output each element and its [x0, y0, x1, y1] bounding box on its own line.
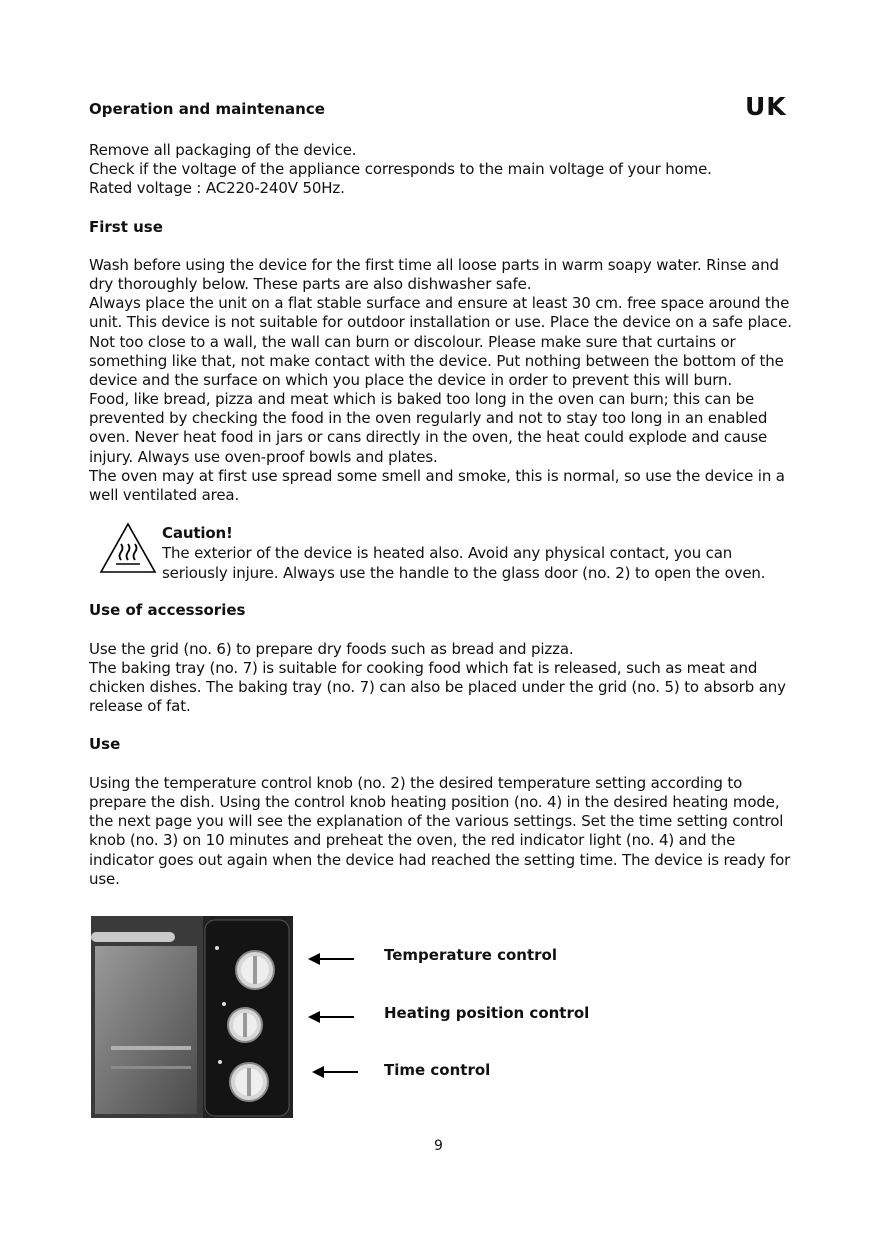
text-line: Always place the unit on a flat stable surface and ensure at least 30 cm. free space around the [89, 294, 790, 313]
first-use-heading: First use [89, 218, 163, 236]
left-arrow-icon [312, 1065, 360, 1079]
text-line: knob (no. 3) on 10 minutes and preheat the oven, the red indicator light (no. 4) and the [89, 831, 736, 850]
text-line: Rated voltage : AC220-240V 50Hz. [89, 179, 345, 198]
text-line: dry thoroughly below. These parts are also dishwasher safe. [89, 275, 532, 294]
first-use-paragraph [89, 256, 801, 505]
heating-position-control-label: Heating position control [384, 1004, 590, 1022]
text-line: indicator goes out again when the device had reached the setting time. The device is ready for [89, 850, 791, 869]
section-title: Operation and maintenance [89, 100, 325, 118]
text-line: injury. Always use oven-proof bowls and plates. [89, 447, 438, 466]
time-control-label: Time control [384, 1061, 491, 1079]
left-arrow-icon [308, 1010, 356, 1024]
text-line: Wash before using the device for the first time all loose parts in warm soapy water. Rinse and [89, 256, 779, 274]
left-arrow-icon [308, 952, 356, 966]
text-line: Using the temperature control knob (no. 2) the desired temperature setting according to [89, 774, 743, 792]
text-line: The exterior of the device is heated also. Avoid any physical contact, you can [162, 544, 733, 562]
text-line: seriously injure. Always use the handle to the glass door (no. 2) to open the oven. [162, 564, 766, 582]
accessories-heading: Use of accessories [89, 601, 246, 619]
text-line: device and the surface on which you place the device in order to prevent this will burn. [89, 370, 732, 389]
text-line: unit. This device is not suitable for outdoor installation or use. Place the device on a safe place. [89, 313, 792, 332]
use-heading: Use [89, 735, 121, 753]
page-number: 9 [434, 1138, 443, 1154]
accessories-paragraph [89, 640, 801, 717]
text-line: Food, like bread, pizza and meat which is baked too long in the oven can burn; this can be [89, 390, 755, 409]
text-line: The oven may at first use spread some smell and smoke, this is normal, so use the device in a [89, 466, 785, 485]
text-line: The baking tray (no. 7) is suitable for cooking food which fat is released, such as meat and [89, 659, 758, 678]
text-line: chicken dishes. The baking tray (no. 7) can also be placed under the grid (no. 5) to absorb any [89, 678, 786, 697]
hot-surface-warning-icon [99, 522, 157, 574]
text-line: prepare the dish. Using the control knob heating position (no. 4) in the desired heating mode, [89, 793, 780, 812]
text-line: prevented by checking the food in the oven regularly and not to stay too long in an enabled [89, 409, 768, 428]
text-line: oven. Never heat food in jars or cans directly in the oven, the heat could explode and cause [89, 428, 768, 447]
text-line: well ventilated area. [89, 485, 240, 504]
text-line: use. [89, 869, 120, 888]
caution-block [162, 523, 765, 583]
text-line: Remove all packaging of the device. [89, 141, 357, 159]
text-line: Use the grid (no. 6) to prepare dry foods such as bread and pizza. [89, 640, 574, 658]
use-paragraph [89, 774, 801, 889]
intro-paragraph [89, 141, 801, 198]
text-line: something like that, not make contact with the device. Put nothing between the bottom of the [89, 351, 784, 370]
text-line: release of fat. [89, 697, 191, 716]
text-line: Not too close to a wall, the wall can burn or discolour. Please make sure that curtains or [89, 332, 736, 351]
temperature-control-label: Temperature control [384, 946, 558, 964]
text-line: the next page you will see the explanation of the various settings. Set the time setting control [89, 812, 784, 831]
oven-control-panel-photo [91, 916, 293, 1118]
caution-title: Caution! [162, 524, 233, 542]
language-code: UK [745, 92, 787, 121]
text-line: Check if the voltage of the appliance corresponds to the main voltage of your home. [89, 160, 712, 179]
